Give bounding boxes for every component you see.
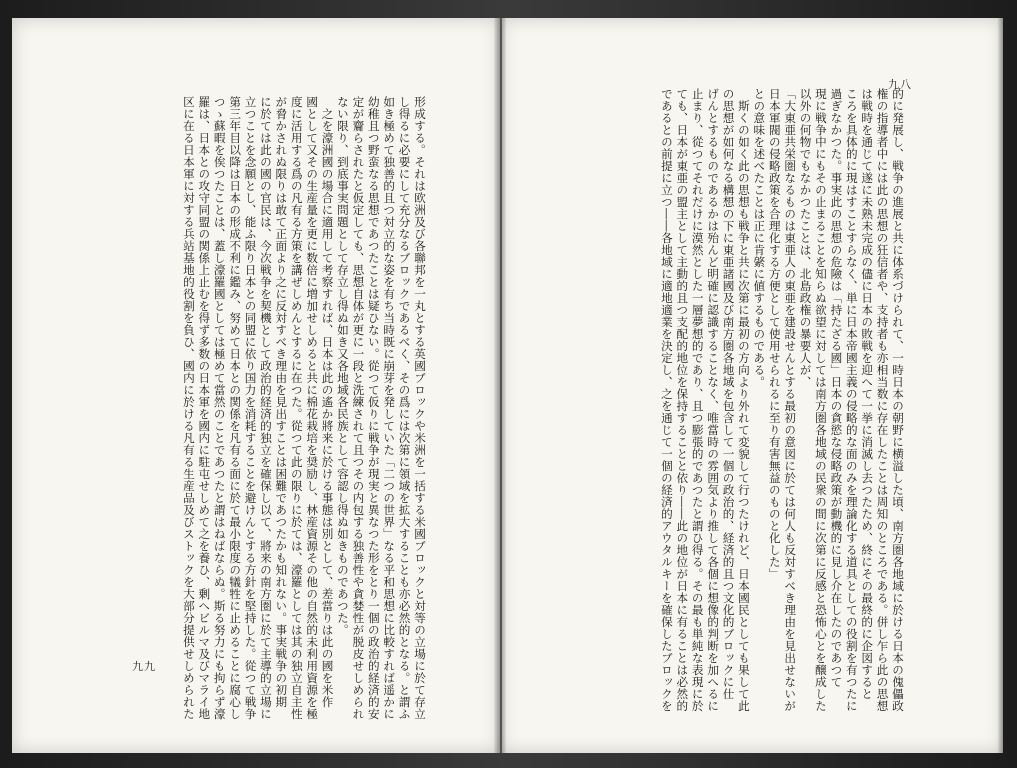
text-line: 定が齎らされたと仮定しても、思想自体が更に一段と洗練されて且つその内包する独善性や貪婪性が脱皮せしめられ [351, 96, 366, 720]
text-line: 如き極めて独善的且つ対立的な姿を有ち当時既に崩芽を発していた「二つの世界」なる平和思想に比較すれば遥かに [382, 96, 397, 720]
text-line: 的に発展し、戦争の進展と共に体系づけられて、一時日本の朝野に横溢した頃、南方圏各地域に於ける日本の傀儡政 [891, 88, 905, 712]
page-number-right: 九八 [888, 78, 912, 91]
text-line: 以外の何物でもなかつたことは、北島政権の暴要人が、 [798, 88, 813, 388]
text-line: 國として又その生産量を更に数倍に増加せしめると共に棉花栽培を奨励し、林産資源その他の自然的未利用資源を極 [305, 96, 320, 720]
text-line: 幼稚且つ野蛮なる思想であつたことは疑ひない。從つて仮りに戦争が現実と異なつた形をとり一個の政治的経済的安 [366, 96, 381, 720]
text-line: 現に戦争中にもその止まることを知らぬ欲望に対しては南方圏各地域の民衆の間に次第に反感と恐怖心とを醸成した [813, 88, 828, 712]
text-line: 第三年目以降は日本の形成不利に鑑み、努めて日本との関係を凡有る面に於て最小限度の犠牲に止めることに腐心し [228, 96, 243, 720]
text-line: ない限り、到底事実問題として存立し得ぬ如き又各地域各民族として容認し得ぬ如きものであつた。 [335, 96, 350, 636]
text-line: の思想が如何なる構想の下に東亜諸國及び南方圏各地域を包含して一個の政治的、経済的且つ文化的ブロックに仕 [721, 88, 736, 700]
text-line: に於ては此の國の官民は、今次戦争を契機として政治的経済的独立を確保し以て、將来の南方圏に於て主導的立場に [258, 96, 273, 720]
text-line: 斯くの如く此の思想も戦争と共に次第に最初の方向より外れて変貌して行つたけれど、日本國民としても果して此 [736, 88, 751, 712]
text-line: 形成する。それは欧洲及び各聯邦を一丸とする英國ブロックや米洲を一括する米國ブロックと対等の立場に於て存立 [413, 96, 427, 720]
text-line: 権の指導者中には此の思想の狂信者や、支持者も亦相当数に存在したことは周知のところである。併し乍ら此の思想 [875, 88, 890, 712]
right-page-text [525, 88, 905, 712]
text-line: との意味を述べたことは正に肯綮に値するものである。 [752, 88, 767, 388]
text-line: 度に活用する爲の凡有る方策を講ぜしめんとするに在つた。從つて此の限りに於ては、濠羅としては其の独立自主性 [289, 96, 304, 720]
text-line: は戦時を通じて遂に未熟未完成の儘に日本の敗戦を迎へて一挙に消滅し去つたため、終にその最終的に企図すると [860, 88, 875, 700]
text-line: 立つことを念願とし、能ふ限り日本との同盟に依り国力を消耗することを避けんとする方針を堅持した。從つて戦争 [243, 96, 258, 720]
text-line: 止まり、從つてそれだけに漠然とした一層夢想的であり、且つ膨張的であつたと謂ひ得る。その最も単純な表現に於 [690, 88, 705, 712]
text-line: 羅は、日本との攻守同盟の関係上止むを得ず多数の日本軍を國内に駐屯せしめて之を養ひ、剰へビルマ及びマライ地 [197, 96, 212, 720]
text-line: 区に在る日本軍に対する兵站基地的役割を負ひ、國内に於ける凡有る生産品及びストックを大部分提供せしめられた [181, 96, 196, 720]
text-line: ころを具体的に現はすことすらなく、単に日本帝國主義の侵略的な面のみを理論化する道具としての役割を有つたに [844, 88, 859, 712]
right-page [500, 18, 1003, 753]
text-line: であるとの前提に立つ――各地域に適地適業を決定し、之を通じて一個の経済的アウタルキーを確保したブロックを [659, 88, 674, 712]
text-line: 之を濠洲國の場合に適用して考察すれば、日本は此の遙か將来に於ける事態は別として、差當りは此の國を米作 [320, 96, 335, 708]
page-number-left: 九九 [132, 660, 156, 673]
text-line: ても、日本が東亜の盟主として主動的且つ支配的地位を保持することと依り――此の地位が日本に有ることは必然的 [675, 88, 690, 712]
text-line: 「大東亜共栄圏なるものは東亜人の東亜を建設せんとする最初の意図に於ては何人も反対すべき理由を見出せないが [783, 88, 798, 712]
text-line: 日本軍閥の侵略政策を合理化する方便として使用せられるに至り有害無益のものと化した」 [767, 88, 782, 580]
text-line: し得るに必要にして充分なるブロックであるべく、その爲には次第に領域を拡大することも亦必然的となる。と謂ふ [397, 96, 412, 720]
text-line: げんとするものであるかは殆んど明確に認識することなく、唯當時の雰囲気より推して各個に想像的判断を加へるに [706, 88, 721, 712]
text-line: が脅かされぬ限りは敢て正面より之に反対すべき理由を見出すことは困難であつたかも知れない。事実戦争の初期 [274, 96, 289, 708]
left-page-text [92, 96, 427, 728]
left-page [12, 18, 502, 753]
text-line: 過ぎなかつた。事実此の思想の危險は「持たざる國」日本の貪慾な侵略政策が動機的に見し介在したのであつて [829, 88, 844, 688]
text-line: つゝ蘇暇を俟つたことは、蓋し濠羅國としては極めて當然のことであつたと謂はねばならぬ。斯る努力にも拘らず濠 [212, 96, 227, 720]
